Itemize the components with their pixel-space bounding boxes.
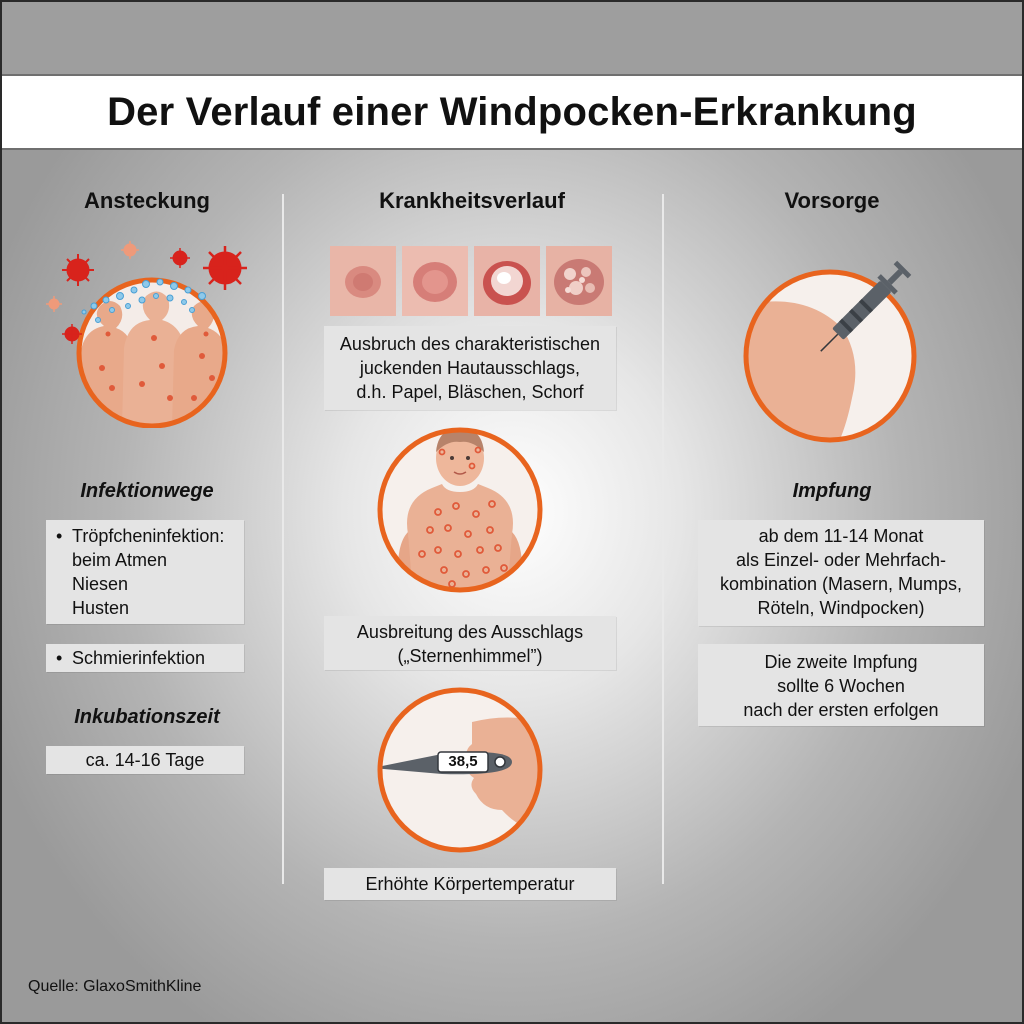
- caption-line: („Sternenhimmel”): [397, 646, 543, 666]
- top-band: [2, 2, 1022, 74]
- bullet-icon: •: [56, 526, 63, 546]
- bullet-droplet-title: Tröpfcheninfektion:: [72, 526, 225, 546]
- caption-line: d.h. Papel, Bläschen, Schorf: [356, 382, 584, 402]
- vaccination-schedule-box: [698, 520, 984, 626]
- rash-outbreak-caption: [324, 326, 616, 410]
- skin-lesion-icon-macule: [330, 246, 396, 316]
- heading-vorsorge: Vorsorge: [784, 188, 880, 213]
- skin-lesion-icon-papule: [402, 246, 468, 316]
- smear-infection-box: [46, 644, 244, 672]
- text-line: Die zweite Impfung: [764, 652, 918, 672]
- incubation-box: [46, 746, 244, 774]
- text-line: Röteln, Windpocken): [757, 598, 925, 618]
- text-line: kombination (Masern, Mumps,: [719, 574, 963, 594]
- rash-spread-caption: [324, 616, 616, 670]
- bullet-icon: •: [56, 648, 63, 668]
- column-divider-right: [662, 194, 664, 884]
- bullet-smear: Schmierinfektion: [72, 648, 206, 668]
- fever-caption: [324, 868, 616, 900]
- page-title: Der Verlauf einer Windpocken-Erkrankung: [107, 89, 917, 134]
- list-item: [56, 646, 244, 670]
- caption-line: juckenden Hautausschlags,: [359, 358, 581, 378]
- source-note: Quelle: GlaxoSmithKline: [28, 978, 202, 995]
- vaccination-illustration: [732, 248, 932, 448]
- list-item: [56, 524, 244, 548]
- heading-inkubationszeit: Inkubationszeit: [74, 706, 220, 728]
- incubation-value: ca. 14-16 Tage: [85, 750, 205, 770]
- title-bar: [2, 74, 1022, 150]
- column-divider-left: [282, 194, 284, 884]
- heading-ansteckung: Ansteckung: [84, 188, 210, 213]
- list-subitem: beim Atmen: [72, 550, 168, 570]
- heading-krankheitsverlauf: Krankheitsverlauf: [379, 188, 565, 213]
- text-line: nach der ersten erfolgen: [743, 700, 939, 720]
- caption-line: Ausbreitung des Ausschlags: [356, 622, 584, 642]
- list-subitem: Husten: [72, 598, 130, 618]
- child-rash-icon: [372, 422, 548, 598]
- heading-impfung: Impfung: [792, 480, 872, 502]
- text-line: sollte 6 Wochen: [777, 676, 905, 696]
- caption-line: Erhöhte Körpertemperatur: [365, 874, 575, 894]
- skin-lesion-icon-vesicle: [474, 246, 540, 316]
- infection-routes-box: [46, 520, 244, 624]
- heading-infektionswege: Infektionwege: [80, 480, 214, 502]
- caption-line: Ausbruch des charakteristischen: [339, 334, 601, 354]
- skin-lesion-icon-crust: [546, 246, 612, 316]
- list-subitem: Niesen: [72, 574, 129, 594]
- text-line: ab dem 11-14 Monat: [758, 526, 924, 546]
- text-line: als Einzel- oder Mehrfach-: [735, 550, 947, 570]
- thermometer-reading: 38,5: [448, 753, 478, 770]
- infection-illustration: [42, 238, 262, 428]
- second-vaccination-box: [698, 644, 984, 726]
